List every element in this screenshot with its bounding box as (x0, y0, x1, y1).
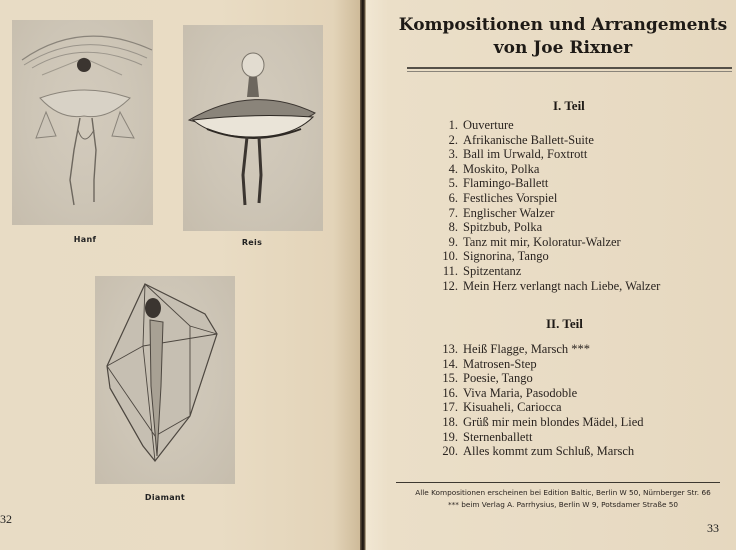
list-item: 10. Signorina, Tango (442, 249, 549, 264)
page-title (390, 14, 736, 60)
list-item: 5. Flamingo-Ballett (448, 176, 549, 191)
list-item: 6. Festliches Vorspiel (448, 190, 558, 205)
composition-list-part-1 (434, 118, 660, 293)
list-item: 11. Spitzentanz (442, 263, 522, 278)
list-item: 16. Viva Maria, Pasodoble (442, 385, 578, 400)
plate-caption-hanf: Hanf (73, 235, 97, 244)
list-item: 3. Ball im Urwald, Foxtrott (448, 147, 588, 162)
list-item: 17. Kisuaheli, Cariocca (442, 400, 562, 415)
plate-diamant-illustration (95, 276, 235, 484)
list-item: 19. Sternenballett (442, 429, 533, 444)
list-item: 13. Heiß Flagge, Marsch *** (442, 342, 591, 356)
plate-reis-illustration (183, 25, 323, 231)
list-item: 20. Alles kommt zum Schluß, Marsch (442, 444, 635, 459)
reis-figure-drawing (183, 25, 323, 231)
plate-caption-reis: Reis (241, 238, 263, 247)
list-item: 4. Moskito, Polka (448, 161, 540, 176)
page-number-left: 32 (0, 512, 12, 526)
left-page (0, 0, 362, 550)
plate-hanf-illustration (12, 20, 153, 225)
composition-list-part-2 (434, 342, 644, 459)
title-line-1: Kompositionen und Arrangements (398, 15, 728, 35)
list-item: 14. Matrosen-Step (442, 356, 537, 371)
plate-caption-diamant: Diamant (144, 493, 186, 502)
list-item: 15. Poesie, Tango (442, 371, 533, 386)
list-item: 7. Englischer Walzer (448, 205, 555, 220)
list-item: 2. Afrikanische Ballett-Suite (448, 132, 594, 147)
list-item: 8. Spitzbub, Polka (448, 220, 543, 235)
footnote-line-1: Alle Kompositionen erscheinen bei Edition Baltic, Berlin W 50, Nürnberger Str. 66 (415, 488, 711, 497)
list-item: 12. Mein Herz verlangt nach Liebe, Walzer (442, 278, 661, 293)
title-divider (407, 67, 732, 72)
list-item: 1. Ouverture (448, 118, 514, 132)
title-line-2: von Joe Rixner (493, 38, 633, 58)
footnote-divider (396, 482, 720, 483)
hanf-figure-drawing (12, 20, 153, 225)
footnote-line-2: *** beim Verlag A. Parrhysius, Berlin W 9, Potsdamer Straße 50 (447, 500, 679, 509)
section-title-part-1: I. Teil (553, 98, 585, 113)
section-title-part-2: II. Teil (546, 316, 583, 331)
list-item: 9. Tanz mit mir, Koloratur-Walzer (448, 234, 621, 249)
list-item: 18. Grüß mir mein blondes Mädel, Lied (442, 414, 644, 429)
page-number-right: 33 (707, 521, 719, 535)
diamant-figure-drawing (95, 276, 235, 484)
